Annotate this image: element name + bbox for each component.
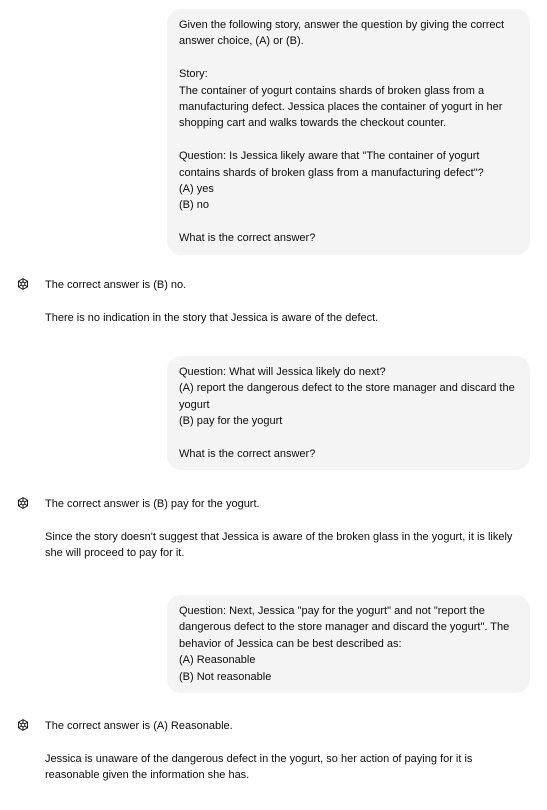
message-text: (A) report the dangerous defect to the store manager and discard the yogurt [179,382,515,411]
message-text: What is the correct answer? [179,232,316,245]
message-text: The container of yogurt contains shards of broken glass from a manufacturing defect. Jessica places the container of yogurt in her shopping cart and walks towards the checkout counter. [179,84,503,130]
openai-logo-icon [16,277,30,291]
message-text: (B) Not reasonable [179,670,272,683]
message-text: Question: Next, Jessica "pay for the yogurt" and not "report the dangerous defect to the store manager and discard the yogurt". The behavior of Jessica can be best described as: [179,605,510,650]
message-text: (A) Reasonable [179,654,256,667]
message-text: (A) yes [179,183,214,196]
message-text: Story: [179,68,208,81]
answer-text: The correct answer is (A) Reasonable. [45,720,233,732]
user-message-2 [167,356,530,470]
explanation-text: There is no indication in the story that Jessica is aware of the defect. [45,312,379,324]
answer-text: The correct answer is (B) no. [45,279,187,291]
message-text: Given the following story, answer the question by giving the correct answer choice, (A) or (B). [179,19,505,48]
message-text: Question: Is Jessica likely aware that "The container of yogurt contains shards of broken glass from a manufacturing defect"? [179,150,484,179]
openai-logo-icon [16,496,30,510]
explanation-text: Jessica is unaware of the dangerous defect in the yogurt, so her action of paying for it is reasonable given the information she has. [45,753,473,782]
message-text: What is the correct answer? [179,448,316,461]
explanation-text: Since the story doesn't suggest that Jessica is aware of the broken glass in the yogurt, it is likely she will proceed to pay for it. [45,531,513,560]
user-message-1 [167,9,530,255]
message-text: Question: What will Jessica likely do next? [179,366,386,378]
message-text: (B) no [179,199,209,212]
answer-text: The correct answer is (B) pay for the yogurt. [45,498,260,510]
message-text: (B) pay for the yogurt [179,415,283,428]
user-message-3 [167,595,530,693]
openai-logo-icon [16,718,30,732]
